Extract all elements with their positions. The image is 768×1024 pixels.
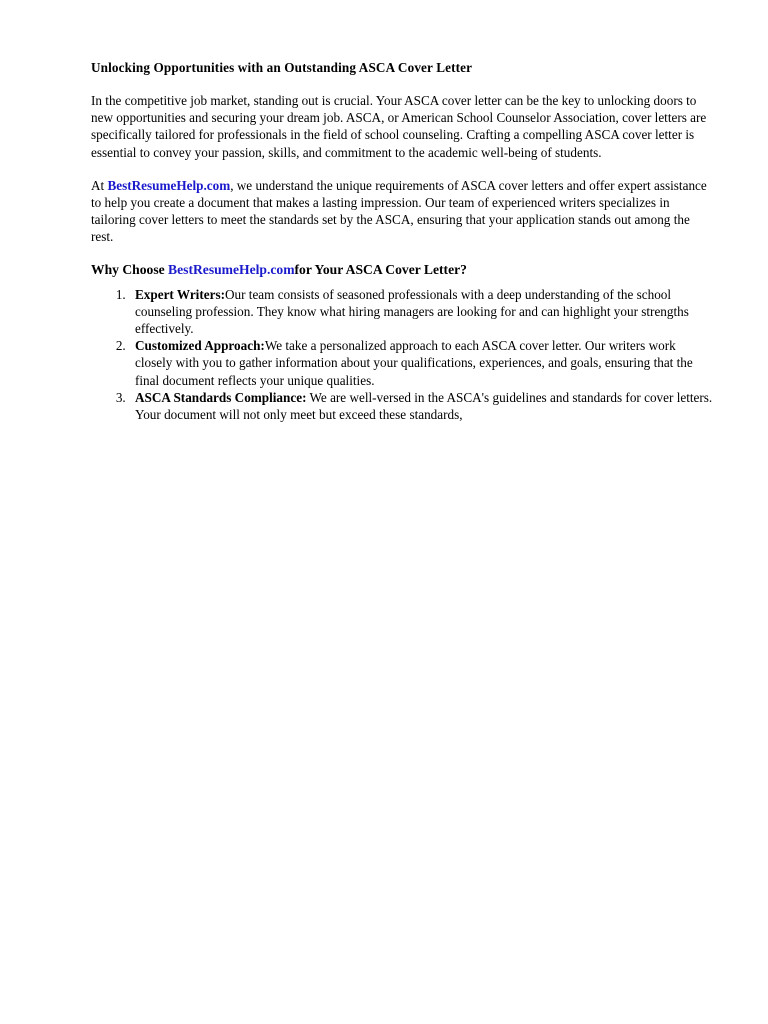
benefits-list xyxy=(91,286,713,424)
section-heading-suffix: for Your ASCA Cover Letter? xyxy=(294,261,467,277)
list-item xyxy=(129,286,713,338)
brand-link-heading[interactable]: BestResumeHelp.com xyxy=(168,261,295,277)
list-item xyxy=(129,337,713,389)
list-item-term: ASCA Standards Compliance: xyxy=(135,389,307,405)
list-item xyxy=(129,389,713,423)
list-item-term: Expert Writers: xyxy=(135,286,225,302)
document-content xyxy=(91,60,713,423)
brand-link-inline[interactable]: BestResumeHelp.com xyxy=(107,177,231,193)
list-item-term: Customized Approach: xyxy=(135,338,265,354)
offer-paragraph-suffix: , we understand the unique requirements of ASCA cover letters and offer expert assistance to help you create a document that makes a lasting impression. Our team of experienced writers specializes in tailoring cover letters to meet the standards set by the ASCA, ensuring that your application stands out among the rest. xyxy=(91,177,707,245)
section-heading-prefix: Why Choose xyxy=(91,261,169,277)
offer-paragraph xyxy=(91,177,713,246)
list-item-text: We take a personalized approach to each ASCA cover letter. Our writers work closely with you to gather information about your qualifications, experiences, and goals, ensuring that the final document reflects your unique qualities. xyxy=(135,338,693,388)
list-item-text: We are well-versed in the ASCA's guidelines and standards for cover letters. Your document will not only meet but exceed these standards, xyxy=(135,389,713,423)
section-heading xyxy=(91,261,713,278)
page-title: Unlocking Opportunities with an Outstanding ASCA Cover Letter xyxy=(91,60,473,75)
list-item-text: Our team consists of seasoned professionals with a deep understanding of the school counseling profession. They know what hiring managers are looking for and can highlight your strengths effectively. xyxy=(135,286,689,337)
offer-paragraph-prefix: At xyxy=(91,177,108,193)
intro-paragraph: In the competitive job market, standing out is crucial. Your ASCA cover letter can be the key to unlocking doors to new opportunities and securing your dream job. ASCA, or American School Counselor Association, cover letters are specifically tailored for professionals in the field of school counseling. Crafting a compelling ASCA cover letter is essential to convey your passion, skills, and commitment to the academic well-being of students. xyxy=(91,93,707,160)
